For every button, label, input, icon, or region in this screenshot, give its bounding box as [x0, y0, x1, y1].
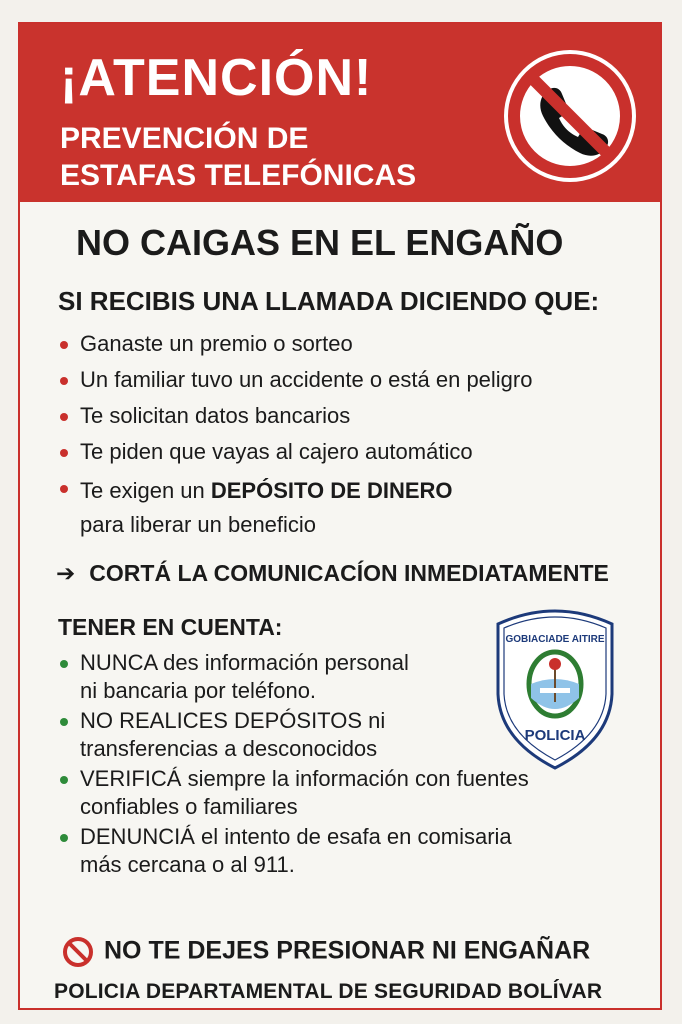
prohibited-icon: [62, 936, 94, 968]
call-subhead: SI RECIBIS UNA LLAMADA DICIENDO QUE:: [58, 286, 600, 316]
list-item: [58, 438, 532, 466]
advice-line2: más cercana o al 911.: [80, 852, 295, 877]
list-item: [58, 474, 532, 542]
header-banner: [20, 24, 660, 202]
warning-text-prefix: Te exigen un: [80, 478, 211, 503]
list-item: [58, 330, 532, 358]
bullet-icon: [60, 718, 68, 726]
list-item: [58, 765, 598, 821]
header-subtitle-line2: ESTAFAS TELEFÓNICAS: [60, 159, 417, 192]
advice-line1: NO REALICES DEPÓSITOS ni: [80, 708, 386, 733]
bullet-icon: [60, 776, 68, 784]
list-item: [58, 366, 532, 394]
advice-line2: confiables o familiares: [80, 794, 298, 819]
badge-label: POLICIA: [524, 727, 586, 744]
bullet-icon: [60, 834, 68, 842]
badge-arc-text: GOBIACIADE AITIRE: [505, 634, 605, 645]
headline: NO CAIGAS EN EL ENGAÑO: [76, 222, 564, 263]
header-subtitle: [60, 120, 416, 194]
header-subtitle-line1: PREVENCIÓN DE: [60, 122, 309, 155]
footer-credit: POLICIA DEPARTAMENTAL DE SEGURIDAD BOLÍVAR: [54, 980, 603, 1003]
bullet-icon: [60, 485, 68, 493]
arrow-right-icon: ➔: [56, 560, 76, 586]
bullet-icon: [60, 377, 68, 385]
advice-line1: VERIFICÁ siempre la información con fuentes: [80, 766, 529, 791]
warning-text-bold: DEPÓSITO DE DINERO: [210, 478, 453, 503]
final-warning: [62, 936, 590, 968]
keep-in-mind-title: TENER EN CUENTA:: [58, 614, 283, 640]
warning-text: Te piden que vayas al cajero automático: [80, 439, 473, 464]
action-text: CORTÁ LA COMUNICACÍON INMEDIATAMENTE: [89, 560, 609, 586]
no-phone-icon: [500, 46, 640, 186]
list-item: [58, 823, 598, 879]
bullet-icon: [60, 341, 68, 349]
bullet-icon: [60, 660, 68, 668]
advice-line1: DENUNCIÁ el intento de esafa en comisaria: [80, 824, 512, 849]
warning-list: [58, 330, 532, 550]
poster: [18, 22, 662, 1010]
advice-line1: NUNCA des información personal: [80, 650, 409, 675]
warning-text: Ganaste un premio o sorteo: [80, 331, 353, 356]
header-title: ¡ATENCIÓN!: [60, 49, 373, 107]
bullet-icon: [60, 413, 68, 421]
advice-line2: transferencias a desconocidos: [80, 736, 378, 761]
action-line: [56, 560, 609, 587]
warning-text: Un familiar tuvo un accidente o está en peligro: [80, 367, 533, 392]
warning-text-suffix: para liberar un beneficio: [80, 512, 317, 537]
police-badge-icon: [490, 602, 620, 772]
list-item: [58, 402, 532, 430]
final-warning-text: NO TE DEJES PRESIONAR NI ENGAÑAR: [104, 936, 591, 965]
advice-line2: ni bancaria por teléfono.: [80, 678, 317, 703]
warning-text: Te solicitan datos bancarios: [80, 403, 351, 428]
bullet-icon: [60, 449, 68, 457]
